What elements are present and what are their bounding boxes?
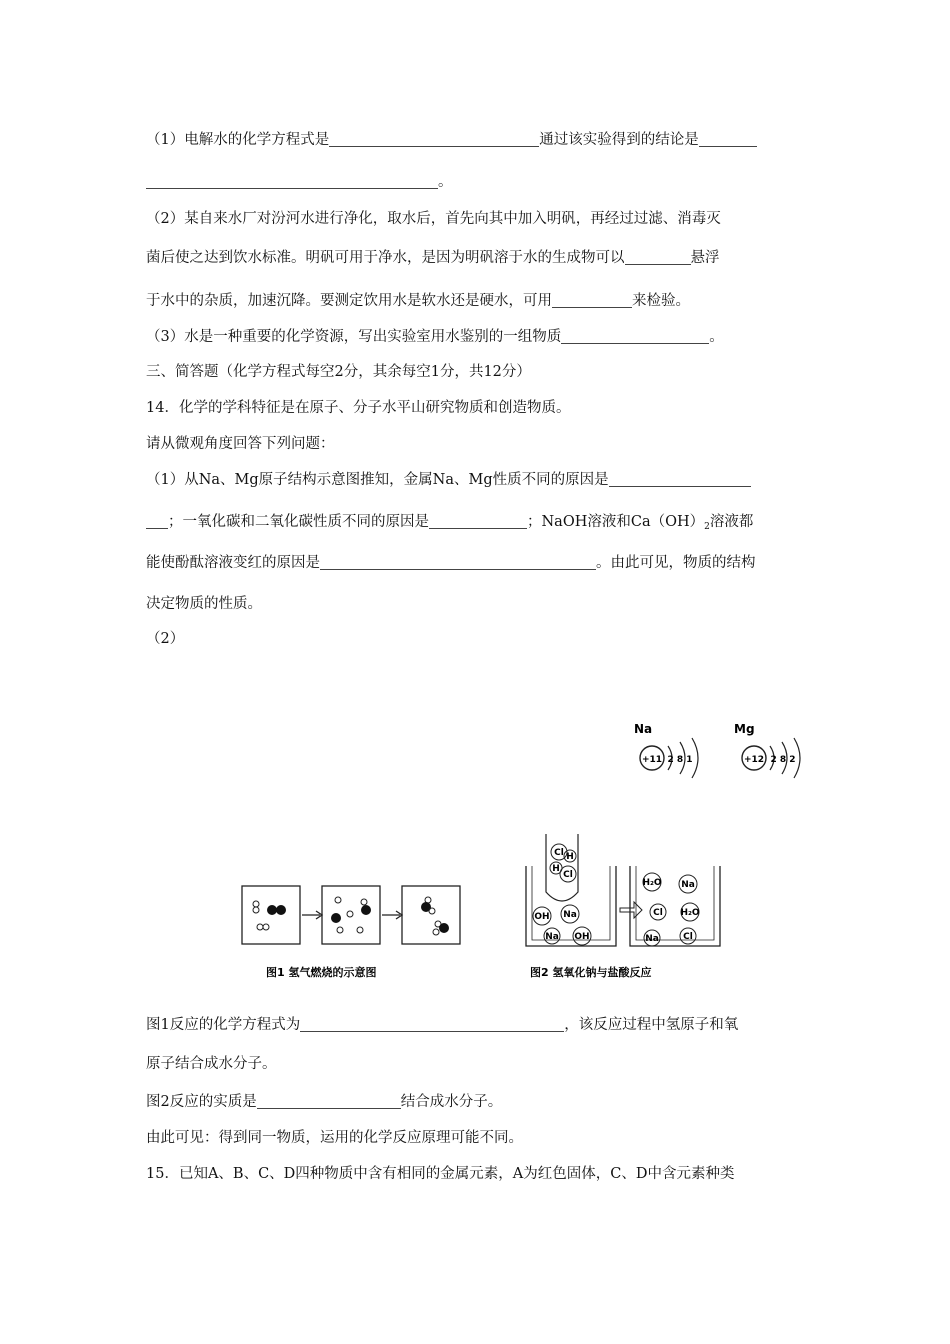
q14-title: 14．化学的学科特征是在原子、分子水平山研究物质和创造物质。 [146,400,571,416]
fig2-question [146,1090,502,1111]
ion-oh: OH [534,912,550,922]
q14-part1-line3 [146,551,756,572]
ion-cl: Cl [683,932,693,942]
q14-part1-line4: 决定物质的性质。 [146,596,262,612]
figure2-naoh-hcl [518,830,730,982]
q14-p1c-end: 溶液都 [709,514,754,530]
molecule-h2o: H₂O [680,908,700,918]
answer-blank[interactable] [146,514,168,530]
subscript: 2 [704,522,710,532]
mg-nucleus-charge: +12 [743,755,765,765]
q15-text: 15．已知A、B、C、D四种物质中含有相同的金属元素，A为红色固体，C、D中含元素种类 [146,1166,735,1182]
q13-p2-line3b: 来检验。 [632,293,690,309]
section-heading: 三、简答题（化学方程式每空2分，其余每空1分，共12分） [146,364,531,380]
q14-intro: 请从微观角度回答下列问题： [146,436,335,452]
q13-p1-mid: 通过该实验得到的结论是 [539,132,699,148]
ion-h: H [552,864,560,874]
fig2-answer-a: 图2反应的实质是 [146,1094,257,1110]
q13-p2-line2b: 悬浮 [690,250,720,266]
q14-part2-label: （2） [146,631,185,647]
answer-blank[interactable] [257,1094,401,1110]
na-nucleus-charge: +11 [641,755,663,765]
answer-blank[interactable] [625,250,691,266]
ion-cl: Cl [563,870,573,880]
fig1-box-atoms [322,886,380,944]
q13-p2-line2a: 菌后使之达到饮水标准。明矾可用于净水，是因为明矾溶于水的生成物可以 [146,250,625,266]
q14-part1-line1 [146,468,751,489]
fig2-answer-b: 结合成水分子。 [400,1094,503,1110]
ion-h: H [566,852,574,862]
q13-p3b: 。 [709,329,724,345]
fig1-box-products [402,886,460,944]
mg-symbol: Mg [734,722,755,736]
answer-blank[interactable] [429,514,527,530]
ion-cl: Cl [653,908,663,918]
atom-structure-diagrams [630,720,810,782]
answer-blank[interactable] [329,132,539,148]
molecule-h2o: H₂O [642,878,662,888]
answer-blank[interactable] [561,329,709,345]
answer-blank[interactable] [699,132,757,148]
q13-part2-line1: （2）某自来水厂对汾河水进行净化，取水后，首先向其中加入明矾，再经过过滤、消毒灭 [146,211,721,227]
mg-atom-diagram [734,722,800,778]
fig2-caption: 图2 氢氧化钠与盐酸反应 [530,966,652,979]
answer-blank[interactable] [300,1017,564,1033]
answer-blank[interactable] [552,293,632,309]
q14-p1d-end: 。由此可见，物质的结构 [596,555,756,571]
answer-blank[interactable] [146,174,438,190]
ion-na: Na [563,910,577,920]
mg-shells: 2 8 2 [770,755,796,765]
fig1-question-cont: 原子结合成水分子。 [146,1056,277,1072]
q13-part1-cont [146,170,453,191]
answer-blank[interactable] [609,472,751,488]
fig1-answer-a: 图1反应的化学方程式为 [146,1017,301,1033]
na-shells: 2 8 1 [667,755,693,765]
q14-conclusion: 由此可见：得到同一物质，运用的化学反应原理可能不同。 [146,1130,523,1146]
ion-oh: OH [574,932,590,942]
q13-p1-end: 。 [438,174,453,190]
answer-blank[interactable] [320,555,596,571]
fig1-answer-b: ，该反应过程中氢原子和氧 [564,1017,739,1033]
na-symbol: Na [634,722,653,736]
q13-part3 [146,325,724,346]
q13-p2-line3a: 于水中的杂质，加速沉降。要测定饮用水是软水还是硬水，可用 [146,293,552,309]
q13-part2-line2 [146,246,720,267]
fig1-caption: 图1 氢气燃烧的示意图 [266,966,377,979]
q14-p1a: （1）从Na、Mg原子结构示意图推知，金属Na、Mg性质不同的原因是 [146,472,609,488]
q14-p1b: ；一氧化碳和二氧化碳性质不同的原因是 [168,514,429,530]
ion-cl: Cl [554,848,564,858]
q13-p3a: （3）水是一种重要的化学资源，写出实验室用水鉴别的一组物质 [146,329,562,345]
q14-part1-line2 [146,510,753,532]
ion-na: Na [681,880,695,890]
reaction-arrow-icon [620,902,642,918]
figure1-hydrogen-combustion [236,880,476,980]
fig1-question [146,1013,738,1034]
q13-part1 [146,128,757,149]
ion-na: Na [545,932,559,942]
q14-p1d: 能使酚酞溶液变红的原因是 [146,555,320,571]
q14-p1c: ；NaOH溶液和Ca（OH） [527,514,705,530]
na-atom-diagram [634,722,698,778]
q13-part2-line3 [146,289,690,310]
q13-p1-label: （1）电解水的化学方程式是 [146,132,330,148]
ion-na: Na [645,934,659,944]
fig1-box-reactants [242,886,300,944]
